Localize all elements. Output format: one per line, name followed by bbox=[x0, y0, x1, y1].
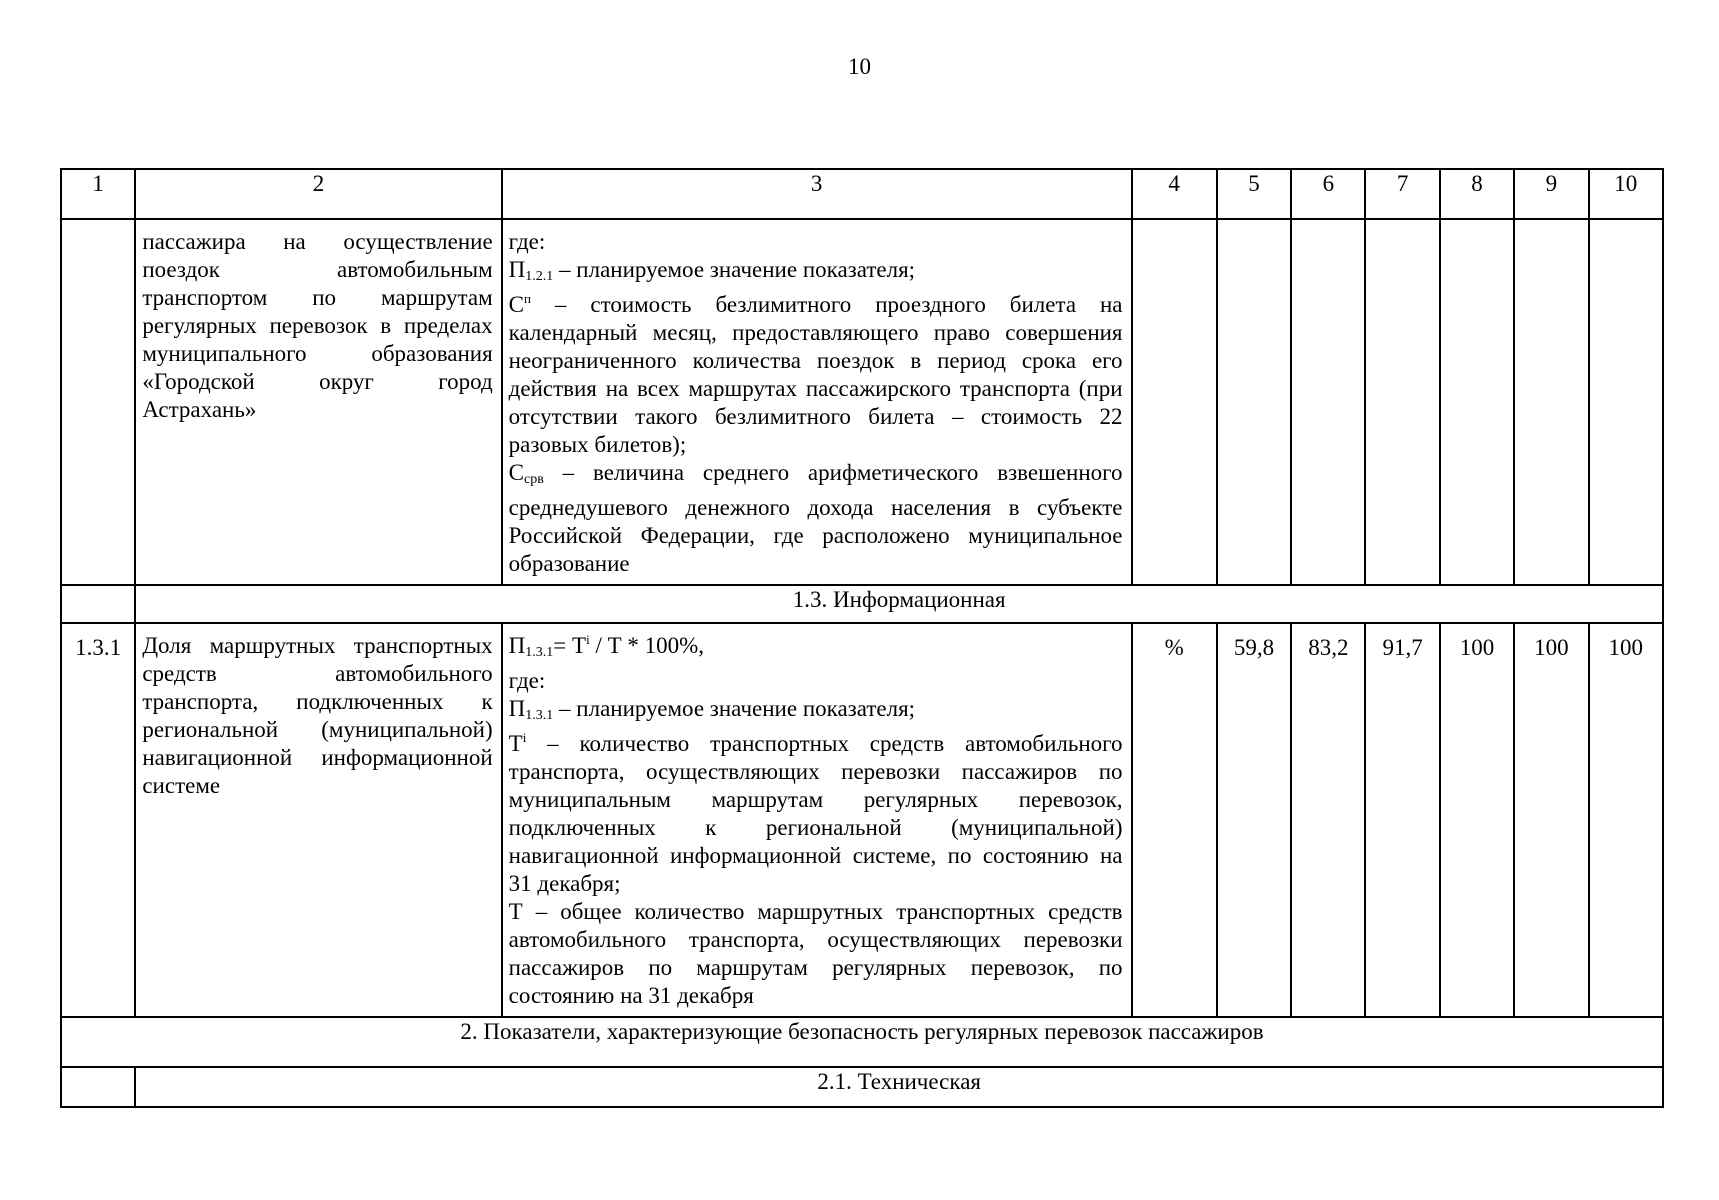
header-col-5: 5 bbox=[1217, 169, 1291, 219]
p-description: – планируемое значение показателя; bbox=[553, 257, 916, 282]
header-col-2: 2 bbox=[135, 169, 501, 219]
p-description: – планируемое значение показателя; bbox=[553, 696, 916, 721]
section-title-2-1: 2.1. Техническая bbox=[135, 1067, 1663, 1107]
section-title-1-3: 1.3. Информационная bbox=[135, 585, 1663, 623]
equation-middle: = Т bbox=[553, 633, 587, 658]
value-cell: 100 bbox=[1589, 623, 1663, 1017]
header-col-4: 4 bbox=[1132, 169, 1217, 219]
unit-cell bbox=[1132, 219, 1217, 585]
section-title-2: 2. Показатели, характеризующие безопасность регулярных перевозок пассажиров bbox=[61, 1017, 1663, 1067]
value-cell: 59,8 bbox=[1217, 623, 1291, 1017]
section-row-2-1 bbox=[61, 1067, 1663, 1107]
table-row-continuation bbox=[61, 219, 1663, 585]
row-number: 1.3.1 bbox=[61, 623, 135, 1017]
csrv-subscript: срв bbox=[524, 472, 544, 487]
page-number: 10 bbox=[848, 54, 871, 79]
row-number-cell bbox=[61, 585, 135, 623]
value-cell bbox=[1291, 219, 1365, 585]
header-col-6: 6 bbox=[1291, 169, 1365, 219]
value-cell bbox=[1514, 219, 1588, 585]
indicator-name: Доля маршрутных транспортных средств автомобильного транспорта, подключенных к региональной (муниципальной) навигационной информационной системе bbox=[142, 633, 493, 798]
ti-description: – количество транспортных средств автомобильного транспорта, осуществляющих перевозки пассажиров по муниципальным маршрутам регулярных перевозок, подключенных к региональной (муниципальной) навигационной информационной системе, по состоянию на 31 декабря; bbox=[508, 731, 1123, 896]
indicator-name-cell bbox=[135, 623, 501, 1017]
value-cell: 100 bbox=[1514, 623, 1588, 1017]
indicators-table bbox=[60, 168, 1664, 1108]
csrv-symbol: С bbox=[508, 460, 524, 485]
ti-superscript: i bbox=[522, 730, 527, 745]
header-col-1: 1 bbox=[61, 169, 135, 219]
value-cell: 83,2 bbox=[1291, 623, 1365, 1017]
p-subscript: 1.3.1 bbox=[525, 645, 554, 660]
header-col-8: 8 bbox=[1440, 169, 1514, 219]
formula-t-definition: Т – общее количество маршрутных транспортных средств автомобильного транспорта, осуществляющих перевозки пассажиров по маршрутам регулярных перевозок, по состоянию на 31 декабря bbox=[508, 899, 1123, 1008]
c-symbol: С bbox=[508, 292, 524, 317]
row-number-cell bbox=[61, 219, 135, 585]
p-symbol: П bbox=[508, 696, 526, 721]
p-subscript: 1.2.1 bbox=[525, 269, 554, 284]
csrv-description: – величина среднего арифметического взвешенного среднедушевого денежного дохода населения в субъекте Российской Федерации, где расположено муниципальное образование bbox=[508, 460, 1123, 576]
formula-equation bbox=[509, 632, 1123, 667]
value-cell bbox=[1217, 219, 1291, 585]
formula-where: где: bbox=[508, 229, 546, 254]
formula-csrv-definition bbox=[509, 459, 1123, 578]
table-row-1-3-1 bbox=[61, 623, 1663, 1017]
t-superscript: i bbox=[586, 632, 590, 647]
header-row bbox=[61, 169, 1663, 219]
formula-ti-definition bbox=[509, 730, 1123, 898]
p-symbol: П bbox=[508, 257, 526, 282]
header-col-10: 10 bbox=[1589, 169, 1663, 219]
indicator-name-cell bbox=[135, 219, 501, 585]
row-number-cell bbox=[61, 1067, 135, 1107]
formula-p-definition bbox=[509, 256, 1123, 291]
formula-p-definition bbox=[509, 695, 1123, 730]
formula-cell bbox=[502, 219, 1132, 585]
formula-cell bbox=[502, 623, 1132, 1017]
header-col-9: 9 bbox=[1514, 169, 1588, 219]
value-cell: 91,7 bbox=[1365, 623, 1439, 1017]
formula-c-definition bbox=[509, 291, 1123, 459]
header-col-7: 7 bbox=[1365, 169, 1439, 219]
equation-tail: / Т * 100%, bbox=[589, 633, 705, 658]
c-superscript: п bbox=[524, 291, 531, 306]
value-cell: 100 bbox=[1440, 623, 1514, 1017]
indicator-name: пассажира на осуществление поездок автомобильным транспортом по маршрутам регулярных перевозок в пределах муниципального образования «Городской округ город Астрахань» bbox=[142, 229, 493, 422]
value-cell bbox=[1589, 219, 1663, 585]
p-subscript: 1.3.1 bbox=[525, 708, 554, 723]
section-row-2 bbox=[61, 1017, 1663, 1067]
value-cell bbox=[1365, 219, 1439, 585]
c-description: – стоимость безлимитного проездного билета на календарный месяц, предоставляющего право совершения неограниченного количества поездок в период срока его действия на всех маршрутах пассажирского транспорта (при отсутствии такого безлимитного билета – стоимость 22 разовых билетов); bbox=[508, 292, 1123, 457]
ti-symbol: Т bbox=[508, 731, 523, 756]
value-cell bbox=[1440, 219, 1514, 585]
unit-cell: % bbox=[1132, 623, 1217, 1017]
p-symbol: П bbox=[508, 633, 526, 658]
header-col-3: 3 bbox=[502, 169, 1132, 219]
formula-where: где: bbox=[508, 668, 546, 693]
section-row-1-3 bbox=[61, 585, 1663, 623]
